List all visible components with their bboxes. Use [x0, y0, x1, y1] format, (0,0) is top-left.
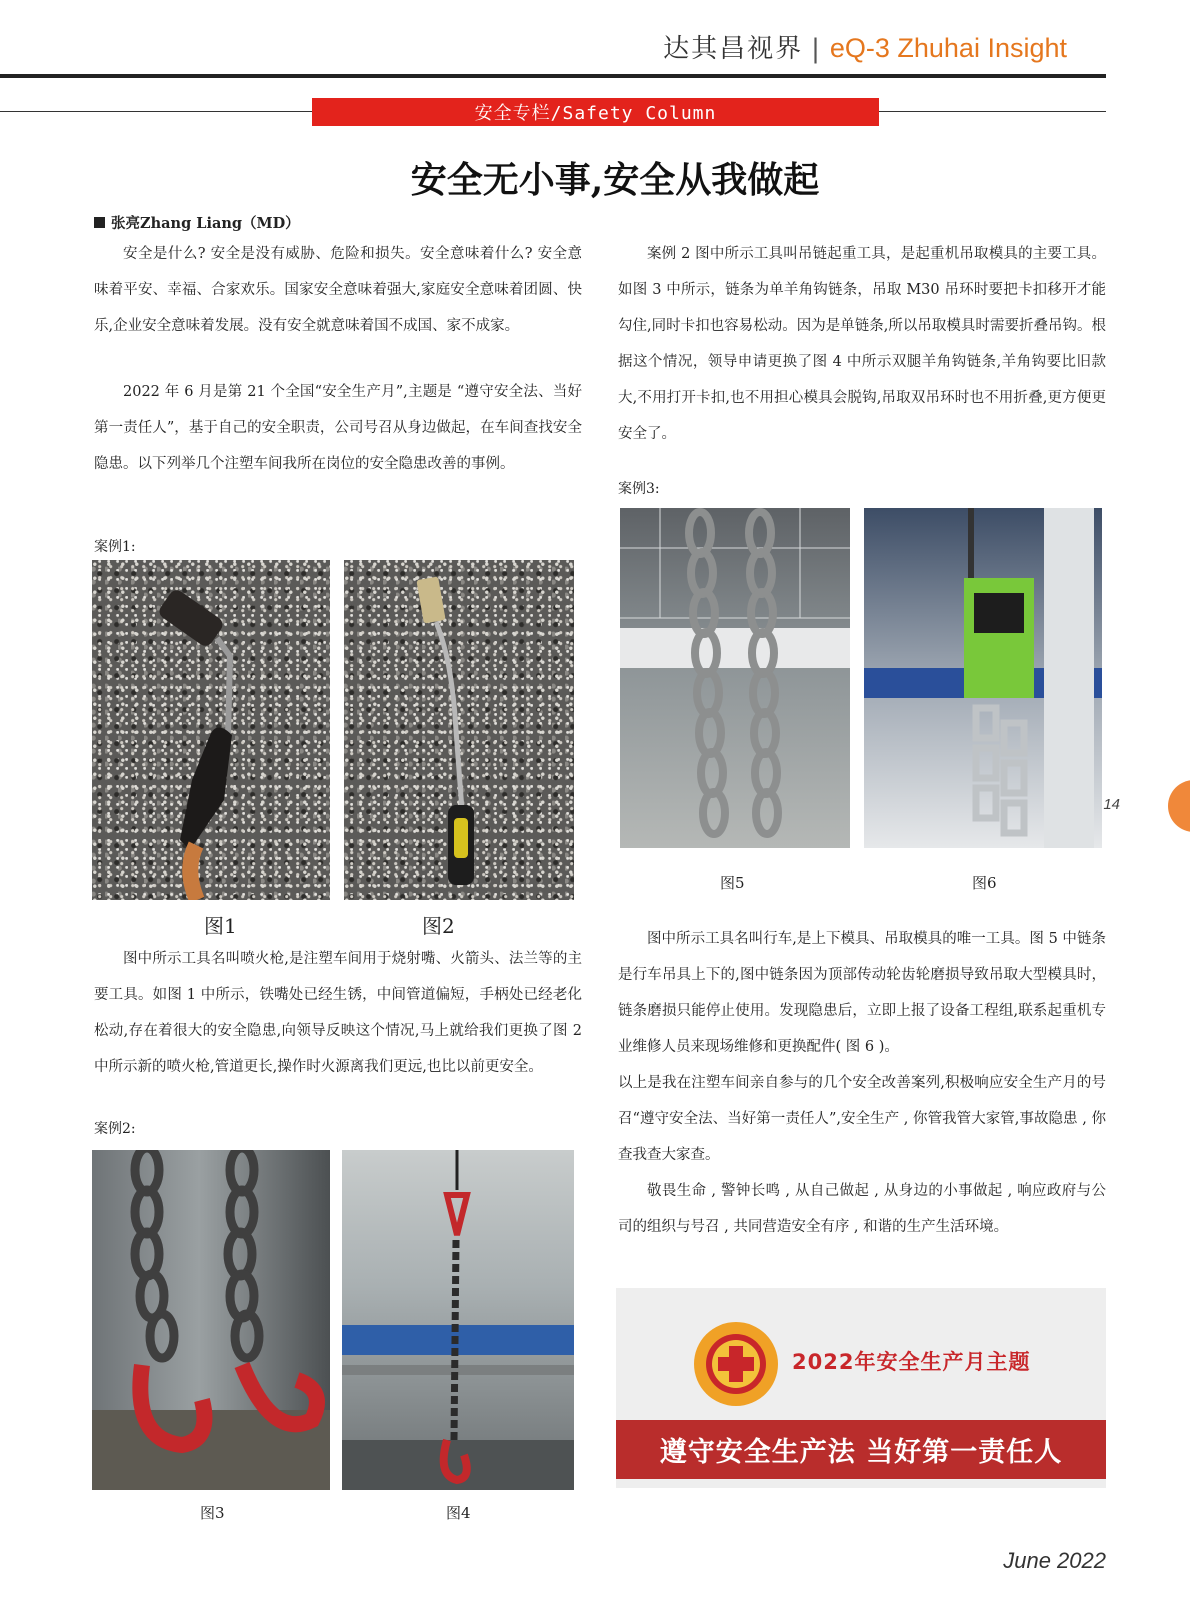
case3-paragraph: 图中所示工具名叫行车,是上下模具、吊取模具的唯一工具。图 5 中链条是行车吊具上下的,图中链条因为顶部传动轮齿轮磨损导致吊取大型模具时，链条磨损只能停止使用。发现隐患后，立即上报了设备工程组,联系起重机专业维修人员来现场维修和更换配件( 图 6 )。: [618, 931, 1106, 1055]
figure-1-photo: [92, 560, 330, 900]
safety-emblem-icon: [690, 1318, 782, 1410]
figure-3-photo: [92, 1150, 330, 1490]
author-line: [94, 212, 300, 233]
conclusion-paragraph-2: 敬畏生命 , 警钟长鸣 , 从自己做起 , 从身边的小事做起 , 响应政府与公司的组织与号召 , 共同营造安全有序 , 和谐的生产生活环境。: [618, 1183, 1106, 1235]
figure-2-caption: 图2: [422, 914, 455, 938]
case2-paragraph: 案例 2 图中所示工具叫吊链起重工具，是起重机吊取模具的主要工具。如图 3 中所示，链条为单羊角钩链条，吊取 M30 吊环时要把卡扣移开才能勾住,同时卡扣也容易松动。因为是单链条,所以吊取模具时需要折叠吊钩。根据这个情况，领导申请更换了图 4 中所示双腿羊角钩链条,羊角钩要比旧款大,不用打开卡扣,也不用担心模具会脱钩,吊取双吊环时也不用折叠,更方便更安全了。: [618, 246, 1106, 442]
figure-6-photo: [864, 508, 1102, 848]
issue-date: June 2022: [1003, 1548, 1106, 1573]
page-tab: [1168, 780, 1190, 832]
double-hook-chain-illustration: [342, 1150, 574, 1490]
case1-paragraph: 图中所示工具名叫喷火枪,是注塑车间用于烧射嘴、火箭头、法兰等的主要工具。如图 1 中所示，铁嘴处已经生锈，中间管道偏短，手柄处已经老化松动,存在着很大的安全隐患,向领导反映这个情况,马上就给我们更换了图 2 中所示新的喷火枪,管道更长,操作时火源离我们更远,也比以前更安全。: [94, 951, 582, 1075]
bullet-square-icon: [94, 217, 105, 228]
old-torch-illustration: [92, 560, 330, 900]
new-torch-illustration: [344, 560, 574, 900]
figure-3-caption: 图3: [200, 1504, 225, 1522]
figure-2-photo: [344, 560, 574, 900]
safety-motto-banner: 遵守安全生产法 当好第一责任人: [616, 1420, 1106, 1479]
figure-5-caption: 图5: [720, 874, 745, 892]
conclusion-paragraph-1: 以上是我在注塑车间亲自参与的几个安全改善案列,积极响应安全生产月的号召“遵守安全法、当好第一责任人”,安全生产 , 你管我管大家管,事故隐患 , 你查我查大家查。: [618, 1075, 1106, 1163]
single-hook-chain-illustration: [92, 1150, 330, 1490]
figure-1-caption: 图1: [204, 914, 237, 938]
article-title: 安全无小事,安全从我做起: [410, 159, 820, 201]
column-banner: 安全专栏/Safety Column: [312, 98, 879, 126]
figure-4-photo: [342, 1150, 574, 1490]
crane-hoist-illustration: [864, 508, 1102, 848]
page-number: 14: [1103, 796, 1120, 813]
header-separator: |: [811, 34, 822, 64]
brand-en: eQ-3 Zhuhai Insight: [829, 33, 1067, 63]
magazine-header: [663, 28, 1067, 65]
intro-paragraph-1: 安全是什么? 安全是没有威胁、危险和损失。安全意味着什么? 安全意味着平安、幸福、合家欢乐。国家安全意味着强大,家庭安全意味着团圆、快乐,企业安全意味着发展。没有安全就意味着国不成国、家不成家。: [94, 246, 582, 334]
figure-6-caption: 图6: [972, 874, 997, 892]
case1-label: 案例1:: [94, 539, 136, 555]
author-name: 张亮Zhang Liang（MD）: [111, 215, 300, 232]
intro-paragraph-2: 2022 年 6 月是第 21 个全国“安全生产月”,主题是 “遵守安全法、当好第一责任人”，基于自己的安全职责，公司号召从身边做起，在车间查找安全隐患。以下列举几个注塑车间我所在岗位的安全隐患改善的事例。: [94, 384, 582, 472]
worn-chain-illustration: [620, 508, 850, 848]
brand-cn: 达其昌视界: [663, 34, 804, 64]
case2-label: 案例2:: [94, 1121, 136, 1137]
case3-label: 案例3:: [618, 481, 660, 497]
safety-month-theme: 2022年安全生产月主题: [792, 1350, 1031, 1374]
figure-5-photo: [620, 508, 850, 848]
figure-4-caption: 图4: [446, 1504, 471, 1522]
header-rule: [0, 74, 1106, 78]
